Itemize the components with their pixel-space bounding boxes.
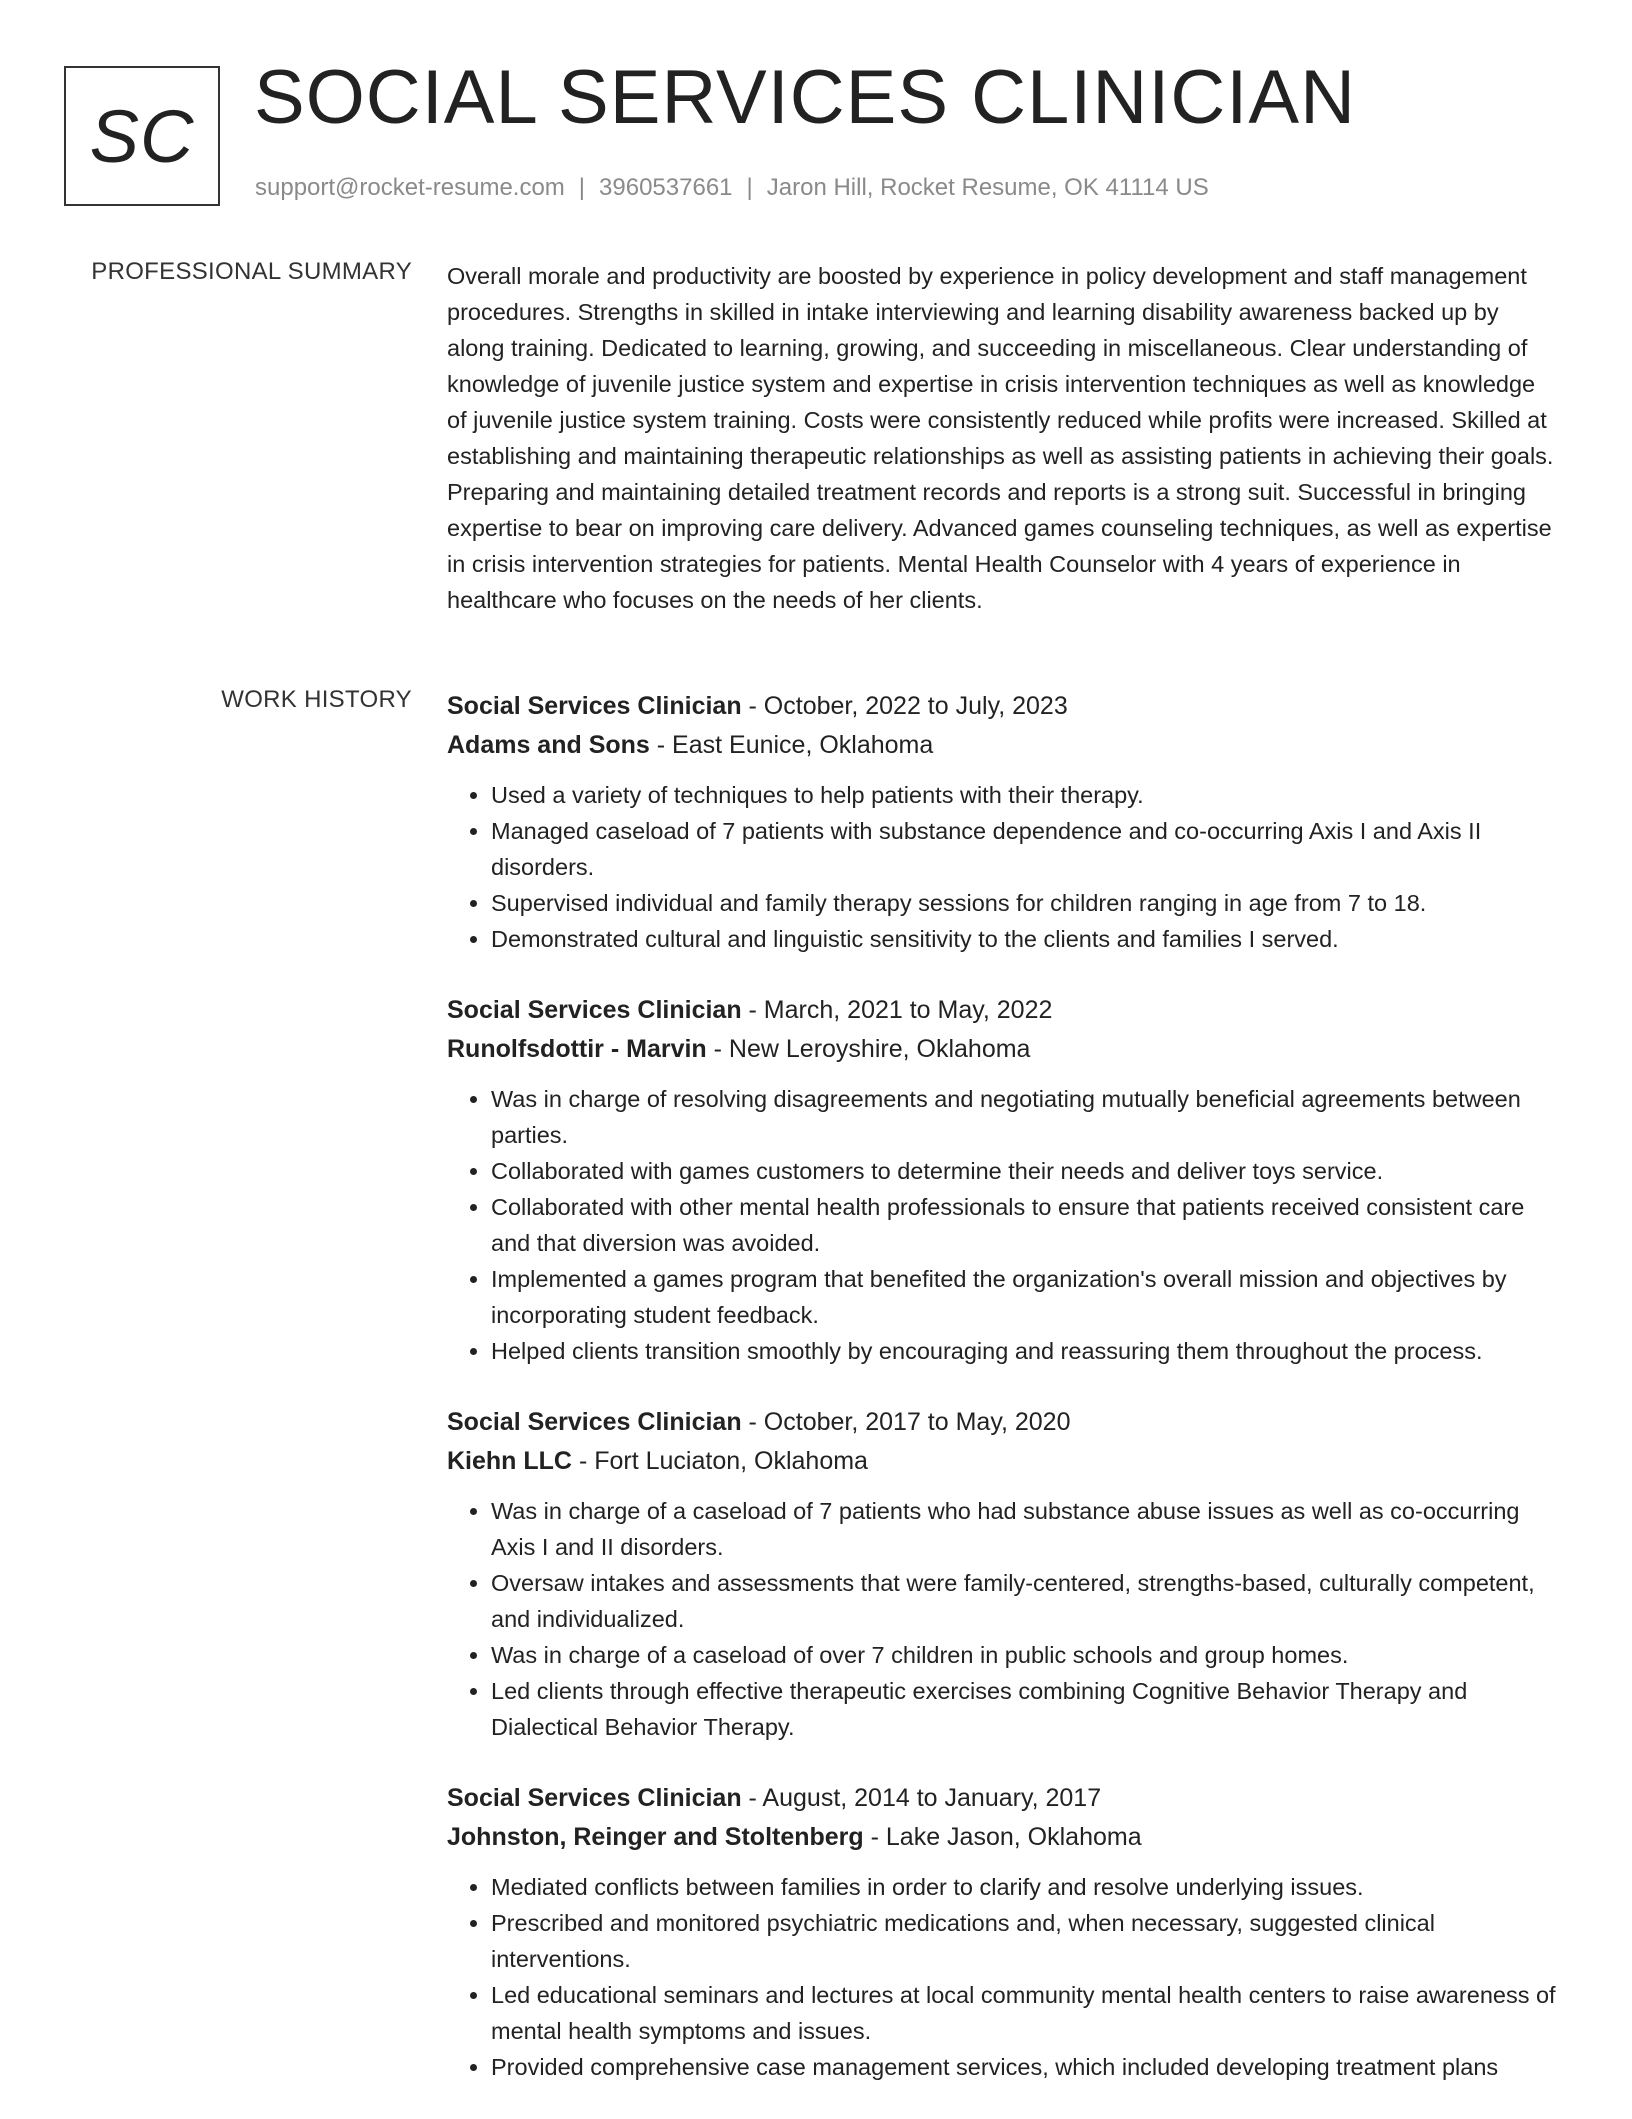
job-dates: - October, 2022 to July, 2023 xyxy=(741,692,1068,720)
job-title-line xyxy=(447,1403,1559,1442)
job-company: Runolfsdottir - Marvin xyxy=(447,1035,707,1063)
job-title: Social Services Clinician xyxy=(447,692,742,720)
job-bullet: • Collaborated with other mental health professionals to ensure that patients received consistent care and that diversion was avoided. xyxy=(491,1189,1559,1261)
job-entry xyxy=(447,687,1559,957)
job-bullets xyxy=(447,1869,1559,2085)
contact-line xyxy=(255,174,1209,202)
summary-heading: PROFESSIONAL SUMMARY xyxy=(91,258,412,285)
monogram-logo: SC xyxy=(64,66,220,206)
contact-separator: | xyxy=(578,174,586,201)
contact-address: Jaron Hill, Rocket Resume, OK 41114 US xyxy=(766,174,1209,201)
job-bullet: • Helped clients transition smoothly by encouraging and reassuring them throughout the process. xyxy=(491,1333,1559,1369)
job-bullet: • Led clients through effective therapeutic exercises combining Cognitive Behavior Therapy and Dialectical Behavior Therapy. xyxy=(491,1673,1559,1745)
job-bullets xyxy=(447,777,1559,957)
contact-email[interactable]: support@rocket-resume.com xyxy=(255,174,565,201)
job-company: Adams and Sons xyxy=(447,731,650,759)
job-bullet: • Supervised individual and family therapy sessions for children ranging in age from 7 to 18. xyxy=(491,885,1559,921)
job-location: - Lake Jason, Oklahoma xyxy=(863,1823,1142,1851)
job-company-line xyxy=(447,1818,1559,1857)
job-bullet: • Demonstrated cultural and linguistic sensitivity to the clients and families I served. xyxy=(491,921,1559,957)
job-title: Social Services Clinician xyxy=(447,996,742,1024)
job-bullet: • Led educational seminars and lectures at local community mental health centers to raise awareness of mental health symptoms and issues. xyxy=(491,1977,1559,2049)
work-history-list xyxy=(447,687,1559,2119)
job-bullet: • Mediated conflicts between families in order to clarify and resolve underlying issues. xyxy=(491,1869,1559,1905)
job-bullet: • Provided comprehensive case management services, which included developing treatment plans xyxy=(491,2049,1559,2085)
job-bullet: • Oversaw intakes and assessments that were family-centered, strengths-based, culturally competent, and individualized. xyxy=(491,1565,1559,1637)
job-location: - East Eunice, Oklahoma xyxy=(649,731,934,759)
contact-separator: | xyxy=(746,174,753,201)
job-dates: - October, 2017 to May, 2020 xyxy=(741,1408,1071,1436)
job-title-line xyxy=(447,687,1559,726)
job-company-line xyxy=(447,1030,1559,1069)
job-location: - New Leroyshire, Oklahoma xyxy=(706,1035,1031,1063)
job-bullet: • Was in charge of a caseload of 7 patients who had substance abuse issues as well as co-occurring Axis I and II disorders. xyxy=(491,1493,1559,1565)
job-title-line xyxy=(447,991,1559,1030)
job-company-line xyxy=(447,1442,1559,1481)
job-bullet: • Managed caseload of 7 patients with substance dependence and co-occurring Axis I and Axis II disorders. xyxy=(491,813,1559,885)
job-bullets xyxy=(447,1493,1559,1745)
job-entry xyxy=(447,991,1559,1369)
job-dates: - August, 2014 to January, 2017 xyxy=(741,1784,1102,1812)
job-dates: - March, 2021 to May, 2022 xyxy=(741,996,1053,1024)
job-bullet: • Was in charge of a caseload of over 7 children in public schools and group homes. xyxy=(491,1637,1559,1673)
job-location: - Fort Luciaton, Oklahoma xyxy=(572,1447,868,1475)
job-bullets xyxy=(447,1081,1559,1369)
job-company: Johnston, Reinger and Stoltenberg xyxy=(447,1823,864,1851)
job-company: Kiehn LLC xyxy=(447,1447,572,1475)
job-title: Social Services Clinician xyxy=(447,1408,742,1436)
contact-phone[interactable]: 3960537661 xyxy=(599,174,733,201)
job-bullet: • Was in charge of resolving disagreements and negotiating mutually beneficial agreements between parties. xyxy=(491,1081,1559,1153)
job-bullet: • Collaborated with games customers to determine their needs and deliver toys service. xyxy=(491,1153,1559,1189)
job-entry xyxy=(447,1403,1559,1745)
job-entry xyxy=(447,1779,1559,2085)
job-title: Social Services Clinician xyxy=(447,1784,742,1812)
job-bullet: • Prescribed and monitored psychiatric medications and, when necessary, suggested clinical interventions. xyxy=(491,1905,1559,1977)
job-title-line xyxy=(447,1779,1559,1818)
work-history-heading: WORK HISTORY xyxy=(221,686,412,713)
page-title: SOCIAL SERVICES CLINICIAN xyxy=(254,55,1356,140)
job-bullet: • Implemented a games program that benefited the organization's overall mission and objectives by incorporating student feedback. xyxy=(491,1261,1559,1333)
summary-text: Overall morale and productivity are boosted by experience in policy development and staff management procedures. Strengths in skilled in intake interviewing and learning disability awareness backed up by along training. Dedicated to learning, growing, and succeeding in miscellaneous. Clear understanding of knowledge of juvenile justice system and expertise in crisis intervention techniques as well as knowledge of juvenile justice system training. Costs were consistently reduced while profits were increased. Skilled at establishing and maintaining therapeutic relationships as well as assisting patients in achieving their goals. Preparing and maintaining detailed treatment records and reports is a strong suit. Successful in bringing expertise to bear on improving care delivery. Advanced games counseling techniques, as well as expertise in crisis intervention strategies for patients. Mental Health Counselor with 4 years of experience in healthcare who focuses on the needs of her clients. xyxy=(447,263,1554,613)
job-company-line xyxy=(447,726,1559,765)
job-bullet: • Used a variety of techniques to help patients with their therapy. xyxy=(491,777,1559,813)
